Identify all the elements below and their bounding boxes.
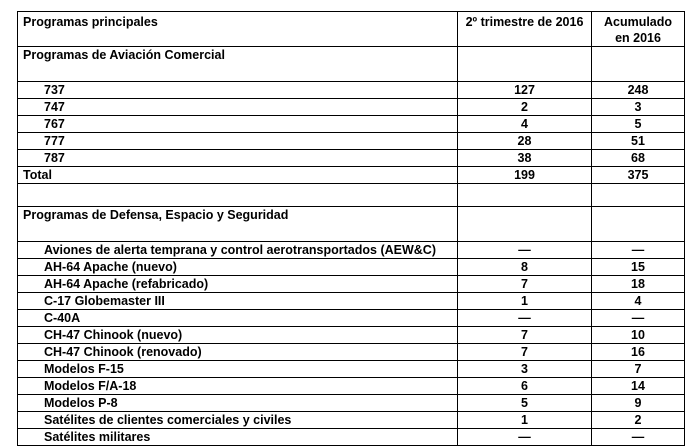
table-row xyxy=(18,259,685,276)
program-name: AH-64 Apache (refabricado) xyxy=(18,276,458,293)
ytd-value: 18 xyxy=(592,276,685,293)
ytd-value: 10 xyxy=(592,327,685,344)
program-name: 747 xyxy=(18,99,458,116)
ytd-value: — xyxy=(592,242,685,259)
ytd-value: 15 xyxy=(592,259,685,276)
ytd-value: 51 xyxy=(592,133,685,150)
program-name: Satélites militares xyxy=(18,429,458,446)
total-label: Total xyxy=(18,167,458,184)
header-programs: Programas principales xyxy=(18,12,458,47)
total-q2-value: 199 xyxy=(458,167,592,184)
ytd-value: 4 xyxy=(592,293,685,310)
q2-value: 5 xyxy=(458,395,592,412)
defense-section-row xyxy=(18,207,685,242)
program-name: 737 xyxy=(18,82,458,99)
q2-value: 6 xyxy=(458,378,592,395)
program-name: 777 xyxy=(18,133,458,150)
program-name: CH-47 Chinook (renovado) xyxy=(18,344,458,361)
ytd-value: 2 xyxy=(592,412,685,429)
ytd-value: 14 xyxy=(592,378,685,395)
ytd-value: 16 xyxy=(592,344,685,361)
q2-value: 1 xyxy=(458,293,592,310)
table-row xyxy=(18,327,685,344)
total-row xyxy=(18,167,685,184)
ytd-value: 5 xyxy=(592,116,685,133)
table-row xyxy=(18,412,685,429)
total-ytd-value: 375 xyxy=(592,167,685,184)
q2-value: 7 xyxy=(458,276,592,293)
table-row xyxy=(18,310,685,327)
ytd-value: 9 xyxy=(592,395,685,412)
table-row xyxy=(18,378,685,395)
table-row xyxy=(18,344,685,361)
deliveries-table xyxy=(17,11,685,446)
program-name: 787 xyxy=(18,150,458,167)
program-name: Satélites de clientes comerciales y civiles xyxy=(18,412,458,429)
defense-section-title: Programas de Defensa, Espacio y Seguridad xyxy=(18,207,458,242)
q2-value: — xyxy=(458,242,592,259)
program-name: Modelos F/A-18 xyxy=(18,378,458,395)
q2-value: — xyxy=(458,429,592,446)
q2-value: 7 xyxy=(458,344,592,361)
ytd-value: 7 xyxy=(592,361,685,378)
ytd-value: — xyxy=(592,310,685,327)
commercial-section-title: Programas de Aviación Comercial xyxy=(18,47,458,82)
ytd-value: — xyxy=(592,429,685,446)
q2-value: 3 xyxy=(458,361,592,378)
table-row xyxy=(18,276,685,293)
table-row xyxy=(18,82,685,99)
header-ytd-text: Acumulado en 2016 xyxy=(603,15,673,45)
header-q2-2016: 2º trimestre de 2016 xyxy=(458,12,592,47)
program-name: Modelos F-15 xyxy=(18,361,458,378)
table-row xyxy=(18,242,685,259)
q2-value: 8 xyxy=(458,259,592,276)
table-row xyxy=(18,116,685,133)
program-name: C-40A xyxy=(18,310,458,327)
q2-value: 38 xyxy=(458,150,592,167)
program-name: CH-47 Chinook (nuevo) xyxy=(18,327,458,344)
q2-value: 7 xyxy=(458,327,592,344)
table-header-row xyxy=(18,12,685,47)
table-row xyxy=(18,133,685,150)
spacer-row xyxy=(18,184,685,207)
program-name: 767 xyxy=(18,116,458,133)
table-row xyxy=(18,150,685,167)
program-name: Modelos P-8 xyxy=(18,395,458,412)
ytd-value: 248 xyxy=(592,82,685,99)
q2-value: 2 xyxy=(458,99,592,116)
q2-value: 127 xyxy=(458,82,592,99)
table-row xyxy=(18,361,685,378)
program-name: AH-64 Apache (nuevo) xyxy=(18,259,458,276)
table-row xyxy=(18,293,685,310)
header-ytd-2016 xyxy=(592,12,685,47)
table-row xyxy=(18,99,685,116)
q2-value: 28 xyxy=(458,133,592,150)
commercial-section-row xyxy=(18,47,685,82)
ytd-value: 68 xyxy=(592,150,685,167)
program-name: Aviones de alerta temprana y control aerotransportados (AEW&C) xyxy=(18,242,458,259)
q2-value: 1 xyxy=(458,412,592,429)
q2-value: — xyxy=(458,310,592,327)
ytd-value: 3 xyxy=(592,99,685,116)
q2-value: 4 xyxy=(458,116,592,133)
table-row xyxy=(18,395,685,412)
program-name: C-17 Globemaster III xyxy=(18,293,458,310)
